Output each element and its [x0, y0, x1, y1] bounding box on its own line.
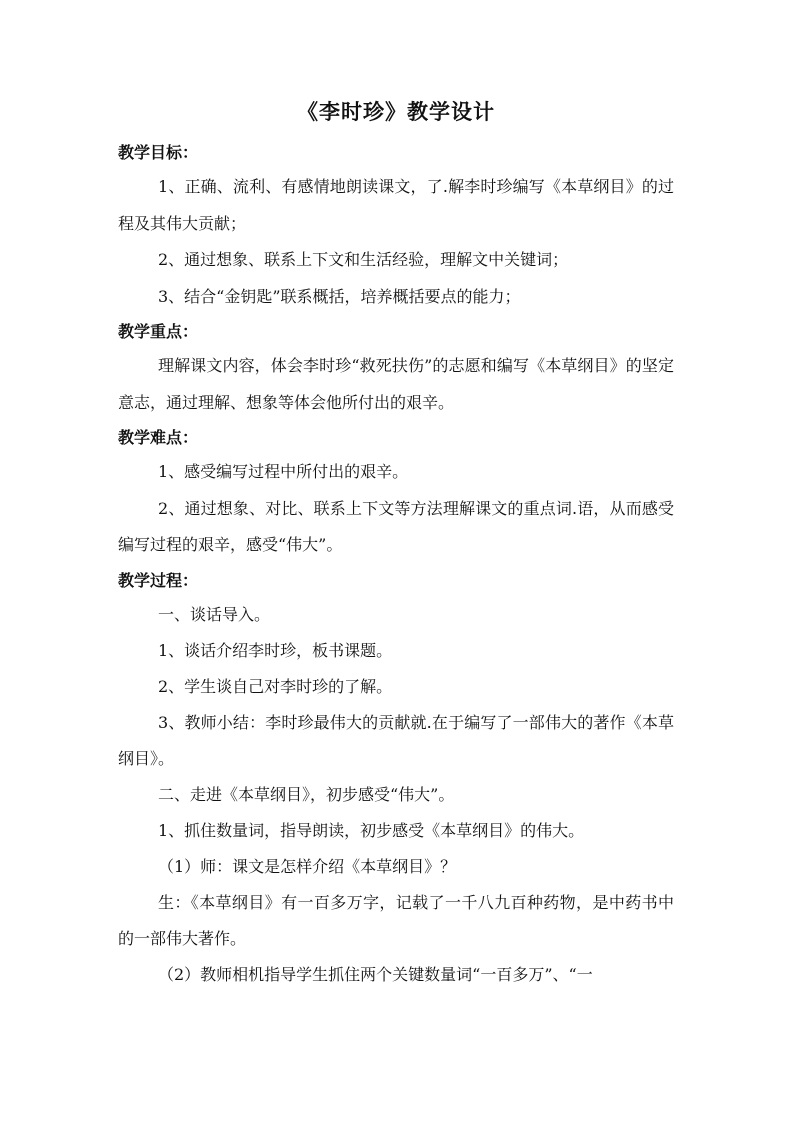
- process-item-8: 生：《本草纲目》有一百多万字，记载了一千八九百种药物，是中药书中的一部伟大著作。: [118, 892, 674, 948]
- section-heading-objectives: 教学目标：: [118, 143, 199, 162]
- process-item-9: （2）教师相机指导学生抓住两个关键数量词“一百多万”、“一: [158, 964, 593, 984]
- objective-item-1: 1、正确、流利、有感情地朗读课文，了.解李时珍编写《本草纲目》的过程及其伟大贡献；: [118, 177, 674, 233]
- objective-item-2: 2、通过想象、联系上下文和生活经验，理解文中关键词；: [158, 250, 569, 269]
- section-heading-difficulties: 教学难点：: [118, 428, 199, 447]
- key-point-item-1: 理解课文内容，体会李时珍“救死扶伤”的志愿和编写《本草纲目》的坚定意志，通过理解、想象等体会他所付出的艰辛。: [118, 356, 674, 412]
- process-item-3: 2、学生谈自己对李时珍的了解。: [158, 676, 393, 696]
- process-item-6: 1、抓住数量词，指导朗读，初步感受《本草纲目》的伟大。: [158, 820, 585, 840]
- difficulty-item-1: 1、感受编写过程中所付出的艰辛。: [158, 462, 409, 481]
- section-heading-key-points: 教学重点：: [118, 322, 199, 341]
- difficulty-item-2: 2、通过想象、对比、联系上下文等方法理解课文的重点词.语，从而感受编写过程的艰辛，感受“伟大”。: [118, 498, 674, 554]
- process-item-4: 3、教师小结：李时珍最伟大的贡献就.在于编写了一部伟大的著作《本草纲目》。: [118, 712, 674, 768]
- section-heading-process: 教学过程：: [118, 570, 199, 590]
- page-title: 《李时珍》教学设计: [297, 99, 495, 124]
- process-item-7: （1）师：课文是怎样介绍《本草纲目》？: [158, 856, 457, 876]
- process-item-1: 一、谈话导入。: [158, 604, 271, 624]
- objective-item-3: 3、结合“金钥匙”联系概括，培养概括要点的能力；: [158, 286, 521, 306]
- process-item-2: 1、谈话介绍李时珍，板书课题。: [158, 640, 393, 660]
- process-item-5: 二、走进《本草纲目》，初步感受“伟大”。: [158, 784, 455, 804]
